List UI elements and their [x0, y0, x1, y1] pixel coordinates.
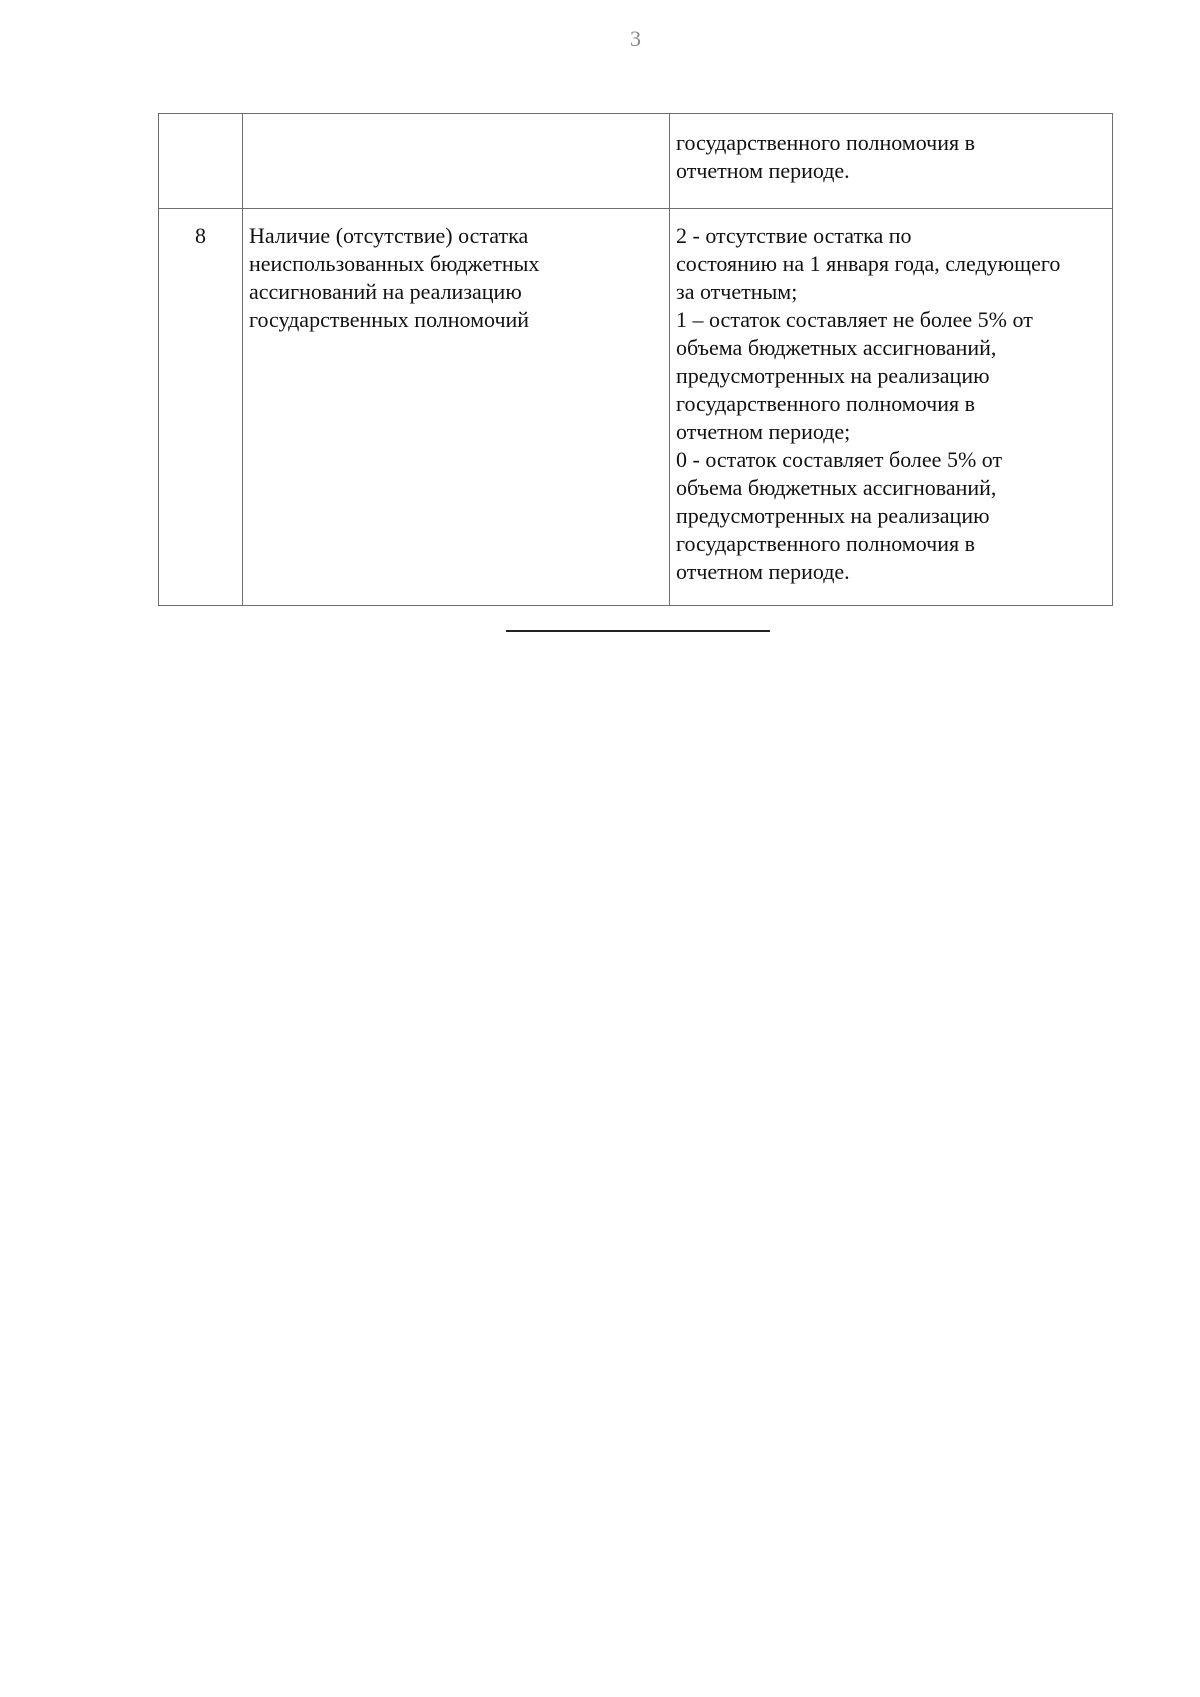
criteria-line: состоянию на 1 января года, следующего [676, 251, 1061, 276]
criteria-line: за отчетным; [676, 279, 798, 304]
criteria-line: государственного полномочия в [676, 130, 976, 155]
table-row-8 [159, 209, 1113, 606]
document-end-rule [506, 630, 770, 632]
criteria-cell [670, 209, 1113, 606]
criteria-line: 2 - отсутствие остатка по [676, 223, 912, 248]
table-row-continuation [159, 114, 1113, 209]
criteria-line: 1 – остаток составляет не более 5% от [676, 307, 1033, 332]
criteria-line: предусмотренных на реализацию [676, 363, 990, 388]
criteria-line: отчетном периоде. [676, 158, 850, 183]
indicator-line: неиспользованных бюджетных [249, 251, 540, 276]
criteria-line: объема бюджетных ассигнований, [676, 335, 997, 360]
criteria-line: объема бюджетных ассигнований, [676, 475, 997, 500]
page-number: 3 [630, 26, 641, 51]
criteria-line: 0 - остаток составляет более 5% от [676, 447, 1003, 472]
criteria-line: государственного полномочия в [676, 391, 976, 416]
criteria-line: отчетном периоде. [676, 559, 850, 584]
criteria-line: отчетном периоде; [676, 419, 851, 444]
indicator-line: государственных полномочий [249, 307, 530, 332]
indicator-cell [243, 114, 670, 209]
criteria-line: предусмотренных на реализацию [676, 503, 990, 528]
indicator-line: ассигнований на реализацию [249, 279, 522, 304]
criteria-line: государственного полномочия в [676, 531, 976, 556]
row-number-cell [159, 114, 243, 209]
indicator-line: Наличие (отсутствие) остатка [249, 223, 529, 248]
indicator-cell [243, 209, 670, 606]
row-number-cell: 8 [159, 209, 243, 606]
criteria-table [158, 113, 1113, 606]
criteria-cell [670, 114, 1113, 209]
